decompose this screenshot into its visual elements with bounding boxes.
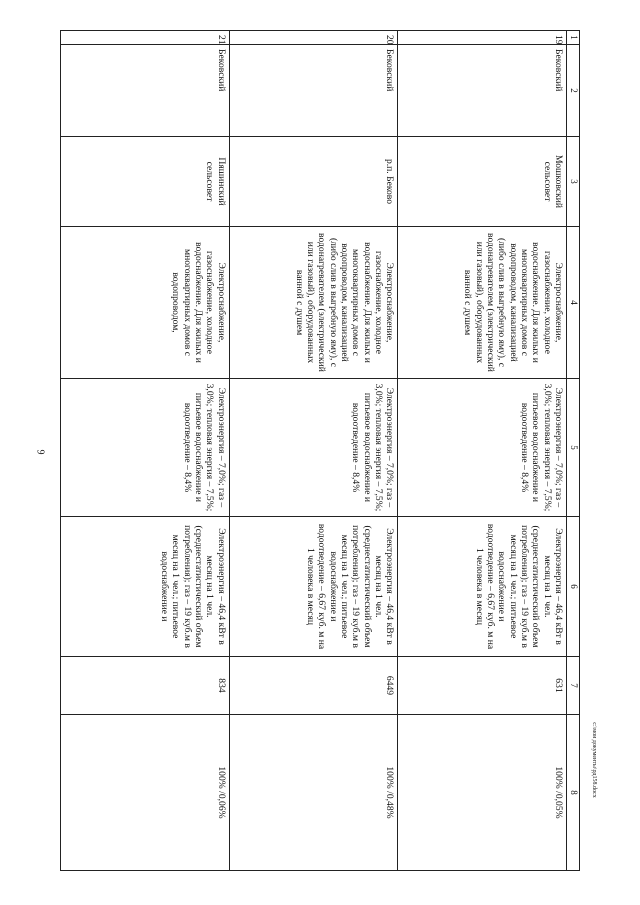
share-cell: 100% /0,48% (229, 715, 398, 871)
tariff-growth-cell: Электроэнергия – 7,0%; газ – 3,0%; тепловая энергия – 7,5%; питьевое водоснабжение и водоотведение – 8,4% (61, 379, 230, 517)
table-row (229, 31, 398, 871)
header-cell: 5 (567, 379, 580, 517)
rotated-table-container (60, 30, 580, 870)
services-cell: Электроснабжение, газоснабжение, холодное водоснабжение. Для жилых и многоквартирных домов с водопроводом, (61, 227, 230, 379)
tariff-growth-cell: Электроэнергия – 7,0%; газ – 3,0%; тепловая энергия – 7,5%; питьевое водоснабжение и водоотведение – 8,4% (229, 379, 398, 517)
footer-file-path: c:\мои документы\рд158.docx (591, 722, 597, 798)
row-number: 19 (398, 31, 567, 45)
services-cell: Электроснабжение, газоснабжение, холодное водоснабжение. Для жилых и многоквартирных домов с водопроводом, канализацией (либо слив в выгребную яму), с водонагревателем (электрический или газовый), оборудованных ванной с душем (229, 227, 398, 379)
share-cell: 100% /0,05% (398, 715, 567, 871)
header-cell: 6 (567, 517, 580, 657)
settlement-cell: Мошковский сельсовет (398, 137, 567, 227)
consumption-cell: Электроэнергия – 46,4 кВт в месяц на 1 чел. (среднестатистический объем потребления); газ – 19 куб.м в месяц на 1 чел.; питьевое водоснабжение и водоотведение – 6,67 куб. м на 1 человека в месяц (229, 517, 398, 657)
district-cell: Бековский (61, 45, 230, 137)
district-cell: Бековский (229, 45, 398, 137)
header-cell: 8 (567, 715, 580, 871)
settlement-cell: р.п. Беково (229, 137, 398, 227)
share-cell: 100% /0,06% (61, 715, 230, 871)
district-cell: Бековский (398, 45, 567, 137)
settlement-cell: Пяшинский сельсовет (61, 137, 230, 227)
table-row (61, 31, 230, 871)
header-cell: 3 (567, 137, 580, 227)
page-number: 9 (34, 449, 46, 455)
services-cell: Электроснабжение, газоснабжение, холодное водоснабжение. Для жилых и многоквартирных домов с водопроводом, канализацией (либо слив в выгребную яму), с водонагревателем (электрический или газовый), оборудованных ванной с душем (398, 227, 567, 379)
consumption-cell: Электроэнергия – 46,4 кВт в месяц на 1 чел. (среднестатистический объем потребления); газ – 19 куб.м в месяц на 1 чел.; питьевое водоснабжение и (61, 517, 230, 657)
row-number: 21 (61, 31, 230, 45)
table-header-row (567, 31, 580, 871)
population-cell: 834 (61, 657, 230, 715)
header-cell: 7 (567, 657, 580, 715)
header-cell: 1 (567, 31, 580, 45)
header-cell: 2 (567, 45, 580, 137)
tariff-growth-cell: Электроэнергия – 7,0%; газ – 3,0%; тепловая энергия – 7,5%; питьевое водоснабжение и водоотведение – 8,4% (398, 379, 567, 517)
consumption-cell: Электроэнергия – 46,4 кВт в месяц на 1 чел. (среднестатистический объем потребления); газ – 19 куб.м в месяц на 1 чел.; питьевое водоснабжение и водоотведение – 6,67 куб. м на 1 человека в месяц (398, 517, 567, 657)
population-cell: 6449 (229, 657, 398, 715)
data-table (60, 30, 580, 871)
population-cell: 631 (398, 657, 567, 715)
header-cell: 4 (567, 227, 580, 379)
table-row (398, 31, 567, 871)
row-number: 20 (229, 31, 398, 45)
